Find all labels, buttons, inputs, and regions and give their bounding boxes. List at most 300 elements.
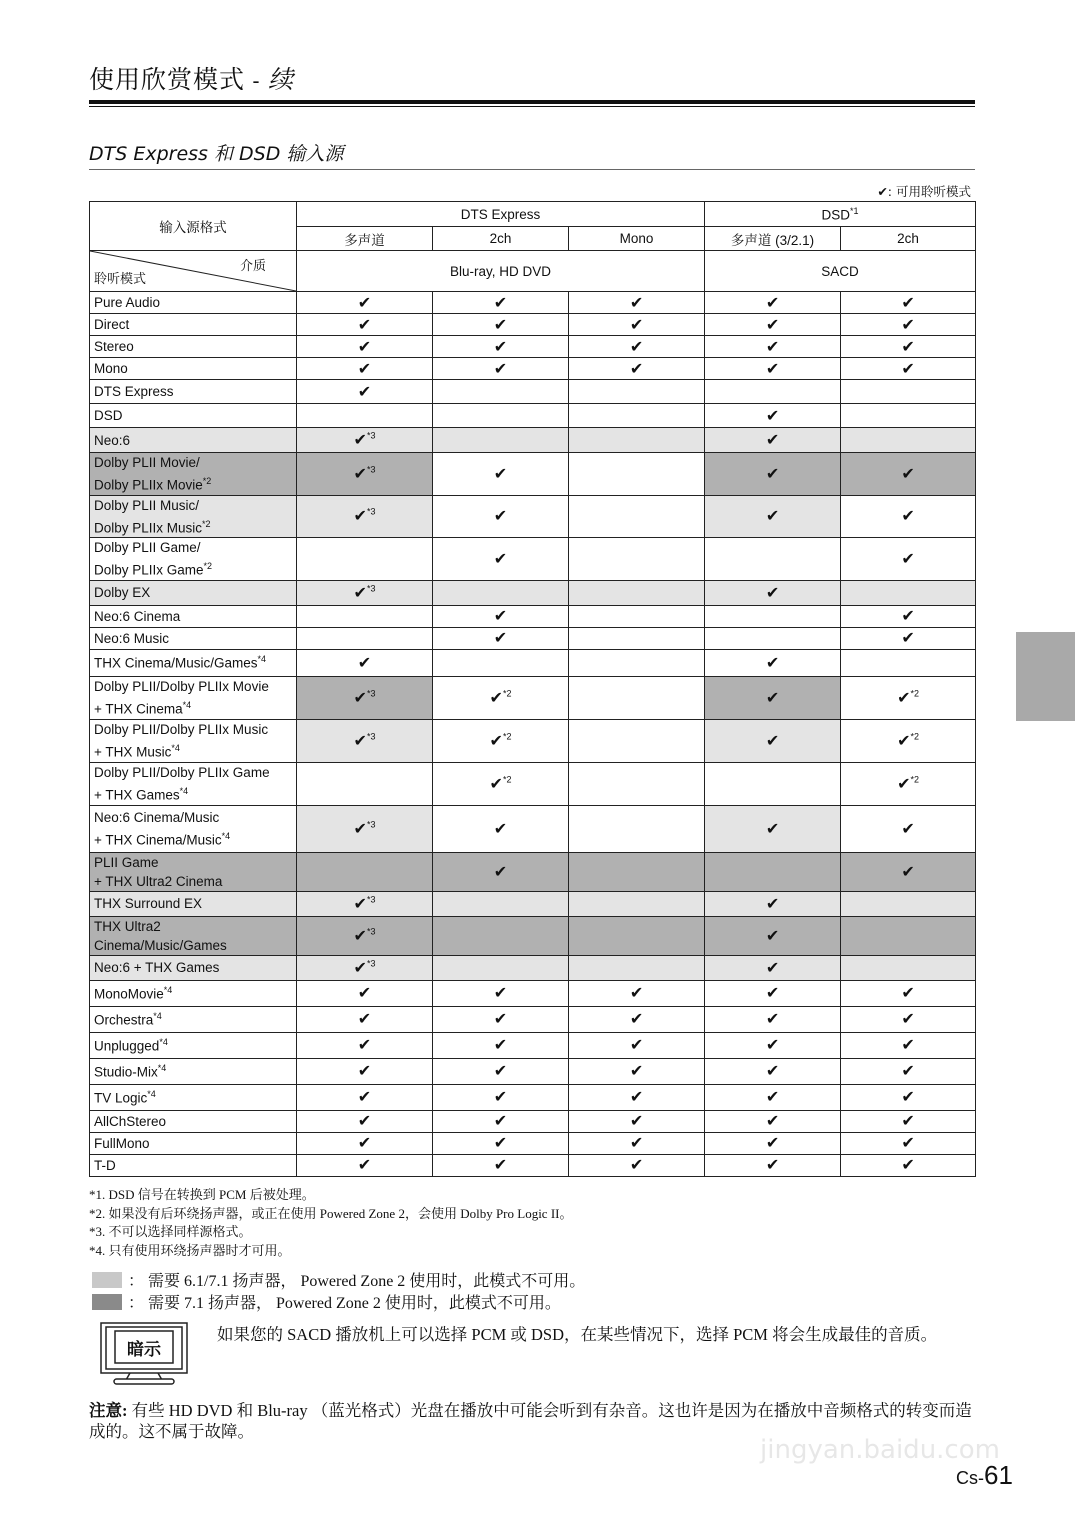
check-icon: ✔: [901, 1089, 915, 1106]
footnote-ref: *2: [202, 476, 212, 486]
check-cell: [297, 538, 433, 581]
check-cell: [297, 1006, 433, 1032]
mode-name-cell: [90, 1032, 297, 1058]
check-cell: [433, 805, 569, 852]
mode-name: Dolby PLII Movie/: [94, 455, 200, 470]
check-icon: ✔: [765, 895, 780, 913]
mode-name-line2: + THX Cinema/Music: [94, 832, 222, 848]
check-icon: ✔: [493, 360, 508, 378]
check-cell: [297, 580, 433, 605]
watermark-text: jingyan.baidu.com: [760, 1435, 1000, 1465]
check-cell: [569, 649, 705, 676]
check-icon: ✔: [765, 1063, 780, 1080]
mode-name-line2: + THX Ultra2 Cinema: [94, 873, 223, 889]
table-row: [90, 1032, 976, 1058]
sub-header-multich-dsd: 多声道 (3/2.1): [705, 227, 841, 251]
check-icon: ✔: [493, 1157, 508, 1174]
mode-name: T-D: [94, 1157, 116, 1173]
check-cell: [569, 1032, 705, 1058]
input-format-header: 输入源格式: [90, 202, 297, 251]
check-icon: ✔: [493, 820, 508, 838]
mode-name: DTS Express: [94, 384, 174, 399]
check-icon: ✔: [493, 1135, 508, 1152]
check-icon: ✔: [493, 608, 508, 625]
check-icon: ✔: [357, 294, 372, 312]
footnotes: [89, 1186, 573, 1260]
check-icon: ✔: [765, 1089, 780, 1106]
check-icon: ✔$^{*3}$: [353, 819, 376, 838]
mode-name-cell: [90, 538, 297, 581]
check-cell: [841, 428, 976, 453]
footnote-ref: *3: [366, 583, 376, 594]
check-cell: [705, 980, 841, 1006]
table-row: [90, 495, 976, 538]
footnote-ref: *3: [366, 506, 376, 517]
mode-name-line2: Dolby PLIIx Movie: [94, 477, 203, 493]
check-icon: ✔: [629, 1089, 644, 1106]
table-row: [90, 358, 976, 380]
check-cell: [705, 380, 841, 404]
check-icon: ✔: [357, 316, 372, 334]
mode-name: Neo:6 + THX Games: [94, 960, 220, 975]
footnote-ref: *4: [157, 1062, 167, 1073]
footnote-ref: *4: [159, 1036, 168, 1047]
check-icon: ✔: [901, 863, 915, 881]
check-cell: [569, 453, 705, 496]
check-cell: [433, 719, 569, 762]
check-icon: ✔$^{*2}$: [489, 774, 512, 793]
table-row: [90, 292, 976, 314]
check-cell: [841, 380, 976, 404]
mode-name-cell: [90, 1084, 297, 1110]
check-cell: [433, 762, 569, 805]
check-cell: [433, 580, 569, 605]
check-icon: ✔: [357, 1089, 372, 1106]
mode-name: Unplugged: [94, 1038, 160, 1054]
table-row: [90, 955, 976, 980]
check-icon: ✔: [493, 863, 508, 881]
check-cell: [705, 1132, 841, 1154]
mode-name-line2: Cinema/Music/Games: [94, 937, 227, 953]
check-cell: [841, 852, 976, 891]
table-row: [90, 1006, 976, 1032]
check-cell: [705, 1058, 841, 1084]
check-icon: ✔: [901, 550, 915, 568]
mode-name-cell: [90, 1154, 297, 1176]
check-cell: [569, 627, 705, 649]
check-cell: [433, 1084, 569, 1110]
table-row: [90, 1132, 976, 1154]
mode-name-line2: Dolby PLIIx Game: [94, 562, 204, 578]
check-cell: [705, 1154, 841, 1176]
footnote: *2. 如果没有后环绕扬声器，或正在使用 Powered Zone 2，会使用 Dolby Pro Logic II。: [89, 1205, 573, 1221]
mode-name-cell: [90, 891, 297, 916]
mode-name: Neo:6: [94, 432, 131, 448]
check-cell: [705, 404, 841, 428]
check-cell: [433, 314, 569, 336]
check-cell: [841, 453, 976, 496]
mode-name-cell: [90, 404, 297, 428]
check-cell: [297, 891, 433, 916]
check-icon: ✔: [901, 1135, 915, 1152]
check-icon: ✔: [493, 985, 508, 1002]
footnote-ref: *4: [163, 984, 173, 995]
check-cell: [569, 1110, 705, 1132]
check-icon: ✔$^{*3}$: [353, 926, 376, 945]
footnote-ref: *3: [366, 926, 376, 937]
check-icon: ✔: [901, 360, 915, 378]
footnote-ref: *2: [502, 731, 512, 742]
table-row: [90, 676, 976, 719]
check-cell: [705, 762, 841, 805]
check-icon: ✔: [765, 1113, 780, 1130]
check-icon: ✔: [765, 1157, 780, 1174]
check-icon: ✔: [901, 508, 915, 526]
check-cell: [841, 805, 976, 852]
check-icon: ✔: [765, 1011, 780, 1028]
check-icon: ✔: [901, 338, 915, 356]
check-cell: [433, 1058, 569, 1084]
check-cell: [297, 719, 433, 762]
mode-name-cell: [90, 314, 297, 336]
check-cell: [297, 358, 433, 380]
dark-gray-swatch: [92, 1294, 122, 1310]
check-icon: ✔: [493, 1089, 508, 1106]
check-icon: ✔: [765, 294, 780, 312]
check-cell: [841, 1006, 976, 1032]
mode-name-cell: [90, 428, 297, 453]
check-icon: ✔$^{*3}$: [353, 894, 376, 913]
mode-name: THX Surround EX: [94, 896, 203, 911]
table-row: [90, 1110, 976, 1132]
footnote-ref: *4: [153, 1010, 162, 1021]
mode-label: 聆听模式: [94, 271, 147, 286]
mode-name: Dolby PLII/Dolby PLIIx Game: [94, 764, 270, 780]
check-icon: ✔: [765, 316, 780, 334]
footnote: *4. 只有使用环绕扬声器时才可用。: [89, 1242, 291, 1258]
check-cell: [569, 495, 705, 538]
check-cell: [297, 676, 433, 719]
check-icon: ✔: [901, 608, 915, 625]
caution-label: 注意:: [89, 1401, 128, 1420]
check-cell: [433, 852, 569, 891]
header-rule-thin: [89, 106, 975, 107]
table-row: [90, 719, 976, 762]
mode-name-cell: [90, 676, 297, 719]
hint-tv-icon: [100, 1322, 188, 1386]
media-dts: Blu-ray, HD DVD: [297, 251, 705, 292]
check-cell: [705, 1006, 841, 1032]
check-icon: ✔: [629, 1113, 644, 1130]
check-icon: ✔: [765, 407, 780, 425]
check-cell: [433, 676, 569, 719]
check-cell: [705, 336, 841, 358]
check-cell: [841, 605, 976, 627]
mode-name: MonoMovie: [94, 986, 164, 1002]
check-cell: [433, 1006, 569, 1032]
check-icon: ✔: [629, 338, 644, 356]
dts-express-header: DTS Express: [297, 202, 705, 227]
check-cell: [297, 1154, 433, 1176]
page-title: 使用欣赏模式 - 续: [89, 65, 294, 94]
mode-name: Neo:6 Cinema/Music: [94, 809, 220, 825]
check-cell: [841, 1154, 976, 1176]
check-icon: ✔: [493, 465, 508, 483]
mode-name: Dolby PLII/Dolby PLIIx Movie: [94, 678, 269, 694]
listening-mode-table: [89, 201, 976, 1177]
check-icon: ✔: [493, 1063, 508, 1080]
check-icon: ✔$^{*3}$: [353, 506, 376, 526]
check-cell: [705, 292, 841, 314]
sub-header-multich: 多声道: [297, 227, 433, 251]
table-row: [90, 336, 976, 358]
table-row: [90, 605, 976, 627]
check-cell: [569, 428, 705, 453]
footnote-ref: *3: [366, 430, 376, 441]
mode-name-cell: [90, 1058, 297, 1084]
mode-name-cell: [90, 1132, 297, 1154]
check-cell: [297, 649, 433, 676]
mode-name: Orchestra: [94, 1012, 154, 1028]
check-icon: ✔: [765, 1135, 780, 1152]
check-icon: ✔: [357, 1063, 372, 1080]
mode-name-line2: Dolby PLIIx Music: [94, 520, 203, 535]
check-icon: ✔: [629, 360, 644, 378]
light-gray-swatch: [92, 1272, 122, 1288]
footnote-ref: *4: [179, 785, 189, 796]
check-cell: [569, 719, 705, 762]
diagonal-header-cell: [90, 251, 297, 292]
check-cell: [569, 292, 705, 314]
check-cell: [841, 538, 976, 581]
check-icon: ✔: [765, 689, 780, 707]
check-icon: ✔: [765, 508, 780, 526]
check-cell: [433, 1154, 569, 1176]
available-legend: ✔: 可用聆听模式: [877, 184, 971, 199]
check-cell: [297, 980, 433, 1006]
footnote-ref: *2: [910, 774, 919, 785]
check-cell: [705, 649, 841, 676]
check-cell: [569, 1132, 705, 1154]
check-icon: ✔: [901, 985, 915, 1002]
check-cell: [569, 1058, 705, 1084]
table-row: [90, 1154, 976, 1176]
mode-name-line2: + THX Games: [94, 787, 180, 803]
check-icon: ✔$^{*3}$: [353, 464, 376, 483]
table-row: [90, 852, 976, 891]
sub-header-mono: Mono: [569, 227, 705, 251]
check-icon: ✔: [357, 338, 372, 356]
check-cell: [297, 762, 433, 805]
check-cell: [705, 955, 841, 980]
check-icon: ✔: [765, 927, 780, 945]
check-cell: [433, 627, 569, 649]
footnote-ref: *2: [202, 518, 211, 529]
check-icon: ✔: [357, 1011, 372, 1028]
mode-name-cell: [90, 495, 297, 538]
key-light-row: ： 需要 6.1/7.1 扬声器， Powered Zone 2 使用时，此模式不可用。: [92, 1268, 585, 1291]
section-title: DTS Express 和 DSD 输入源: [89, 143, 344, 165]
check-icon: ✔: [493, 316, 508, 334]
mode-name: Mono: [94, 361, 128, 376]
check-cell: [297, 852, 433, 891]
check-icon: ✔: [765, 432, 780, 449]
check-cell: [841, 955, 976, 980]
check-icon: ✔$^{*2}$: [897, 731, 919, 750]
mode-name-cell: [90, 627, 297, 649]
check-icon: ✔: [901, 316, 915, 334]
check-cell: [433, 980, 569, 1006]
check-cell: [433, 605, 569, 627]
check-cell: [569, 336, 705, 358]
check-icon: ✔$^{*3}$: [353, 731, 376, 750]
check-cell: [433, 495, 569, 538]
check-cell: [841, 495, 976, 538]
check-icon: ✔: [493, 1037, 508, 1054]
mode-name-cell: [90, 955, 297, 980]
footnote-ref: *2: [910, 688, 919, 699]
mode-name: Dolby PLII/Dolby PLIIx Music: [94, 721, 269, 737]
check-cell: [433, 404, 569, 428]
check-icon: ✔: [901, 1011, 915, 1028]
mode-name-cell: [90, 358, 297, 380]
check-cell: [433, 428, 569, 453]
mode-name: Neo:6 Cinema: [94, 608, 181, 624]
footnote-ref: *4: [147, 1088, 156, 1099]
check-cell: [841, 891, 976, 916]
check-cell: [297, 627, 433, 649]
footnote-ref: *2: [502, 688, 512, 699]
mode-name-cell: [90, 292, 297, 314]
check-cell: [569, 676, 705, 719]
mode-name-cell: [90, 580, 297, 605]
check-cell: [569, 1154, 705, 1176]
check-icon: ✔: [629, 1135, 644, 1152]
table-row: [90, 916, 976, 955]
key-dark-row: ： 需要 7.1 扬声器， Powered Zone 2 使用时，此模式不可用。: [92, 1290, 561, 1313]
check-cell: [433, 336, 569, 358]
check-cell: [841, 719, 976, 762]
check-cell: [569, 980, 705, 1006]
table-row: [90, 580, 976, 605]
check-cell: [433, 955, 569, 980]
check-icon: ✔$^{*2}$: [489, 688, 512, 707]
check-cell: [433, 538, 569, 581]
check-cell: [297, 605, 433, 627]
check-cell: [705, 916, 841, 955]
check-cell: [569, 580, 705, 605]
check-icon: ✔: [765, 985, 780, 1002]
sub-header-2ch-dsd: 2ch: [841, 227, 976, 251]
check-cell: [569, 955, 705, 980]
mode-name: Studio-Mix: [94, 1064, 158, 1080]
check-cell: [297, 1032, 433, 1058]
media-label: 介质: [239, 258, 266, 273]
footnote-ref: *4: [257, 654, 267, 665]
check-cell: [705, 495, 841, 538]
check-cell: [569, 605, 705, 627]
check-cell: [705, 676, 841, 719]
check-icon: ✔: [357, 985, 372, 1002]
check-cell: [705, 852, 841, 891]
check-cell: [297, 916, 433, 955]
check-cell: [297, 404, 433, 428]
check-cell: [297, 495, 433, 538]
check-cell: [841, 1032, 976, 1058]
mode-name-cell: [90, 762, 297, 805]
mode-name: Dolby PLII Music/: [94, 497, 200, 513]
mode-name: DSD: [94, 408, 123, 423]
mode-name-cell: [90, 1006, 297, 1032]
check-cell: [569, 762, 705, 805]
table-row: [90, 453, 976, 496]
mode-name-cell: [90, 1110, 297, 1132]
mode-name: THX Ultra2: [94, 918, 161, 934]
check-cell: [433, 1132, 569, 1154]
check-icon: ✔$^{*3}$: [353, 688, 376, 707]
check-cell: [297, 1132, 433, 1154]
footnote-ref: *2: [910, 731, 919, 742]
check-icon: ✔: [765, 1037, 780, 1054]
check-cell: [297, 380, 433, 404]
table-row: [90, 538, 976, 581]
check-cell: [705, 805, 841, 852]
check-icon: ✔: [493, 338, 508, 356]
page-header: [89, 60, 975, 96]
hint-text: 如果您的 SACD 播放机上可以选择 PCM 或 DSD，在某些情况下，选择 PCM 将会生成最佳的音质。: [217, 1325, 938, 1344]
check-icon: ✔: [493, 294, 508, 312]
check-cell: [569, 805, 705, 852]
page-number: Cs-61: [956, 1460, 1013, 1490]
check-cell: [569, 852, 705, 891]
check-icon: ✔: [493, 1113, 508, 1130]
check-cell: [297, 292, 433, 314]
check-cell: [841, 580, 976, 605]
footnote-ref: *3: [366, 688, 376, 699]
mode-name-cell: [90, 852, 297, 891]
check-icon: ✔: [901, 1157, 915, 1174]
table-row: [90, 1084, 976, 1110]
table-row: [90, 805, 976, 852]
check-cell: [569, 1084, 705, 1110]
check-cell: [841, 1110, 976, 1132]
check-icon: ✔: [493, 508, 508, 526]
check-cell: [569, 916, 705, 955]
mode-name: Dolby PLII Game/: [94, 540, 201, 555]
mode-name: Neo:6 Music: [94, 630, 170, 646]
check-cell: [705, 580, 841, 605]
check-icon: ✔: [493, 630, 508, 647]
check-cell: [841, 314, 976, 336]
sub-header-2ch: 2ch: [433, 227, 569, 251]
check-icon: ✔: [901, 465, 915, 483]
check-cell: [705, 627, 841, 649]
check-icon: ✔$^{*2}$: [897, 774, 919, 793]
check-cell: [841, 292, 976, 314]
check-cell: [569, 314, 705, 336]
table-row: [90, 428, 976, 453]
footnote-ref: *4: [182, 699, 192, 710]
check-cell: [705, 538, 841, 581]
check-cell: [433, 891, 569, 916]
check-icon: ✔: [357, 1037, 372, 1054]
mode-name: Stereo: [94, 339, 134, 354]
check-icon: ✔: [357, 383, 372, 401]
mode-name: Direct: [94, 317, 130, 332]
footnote-ref: *3: [366, 958, 376, 969]
check-cell: [569, 380, 705, 404]
table-row: [90, 891, 976, 916]
